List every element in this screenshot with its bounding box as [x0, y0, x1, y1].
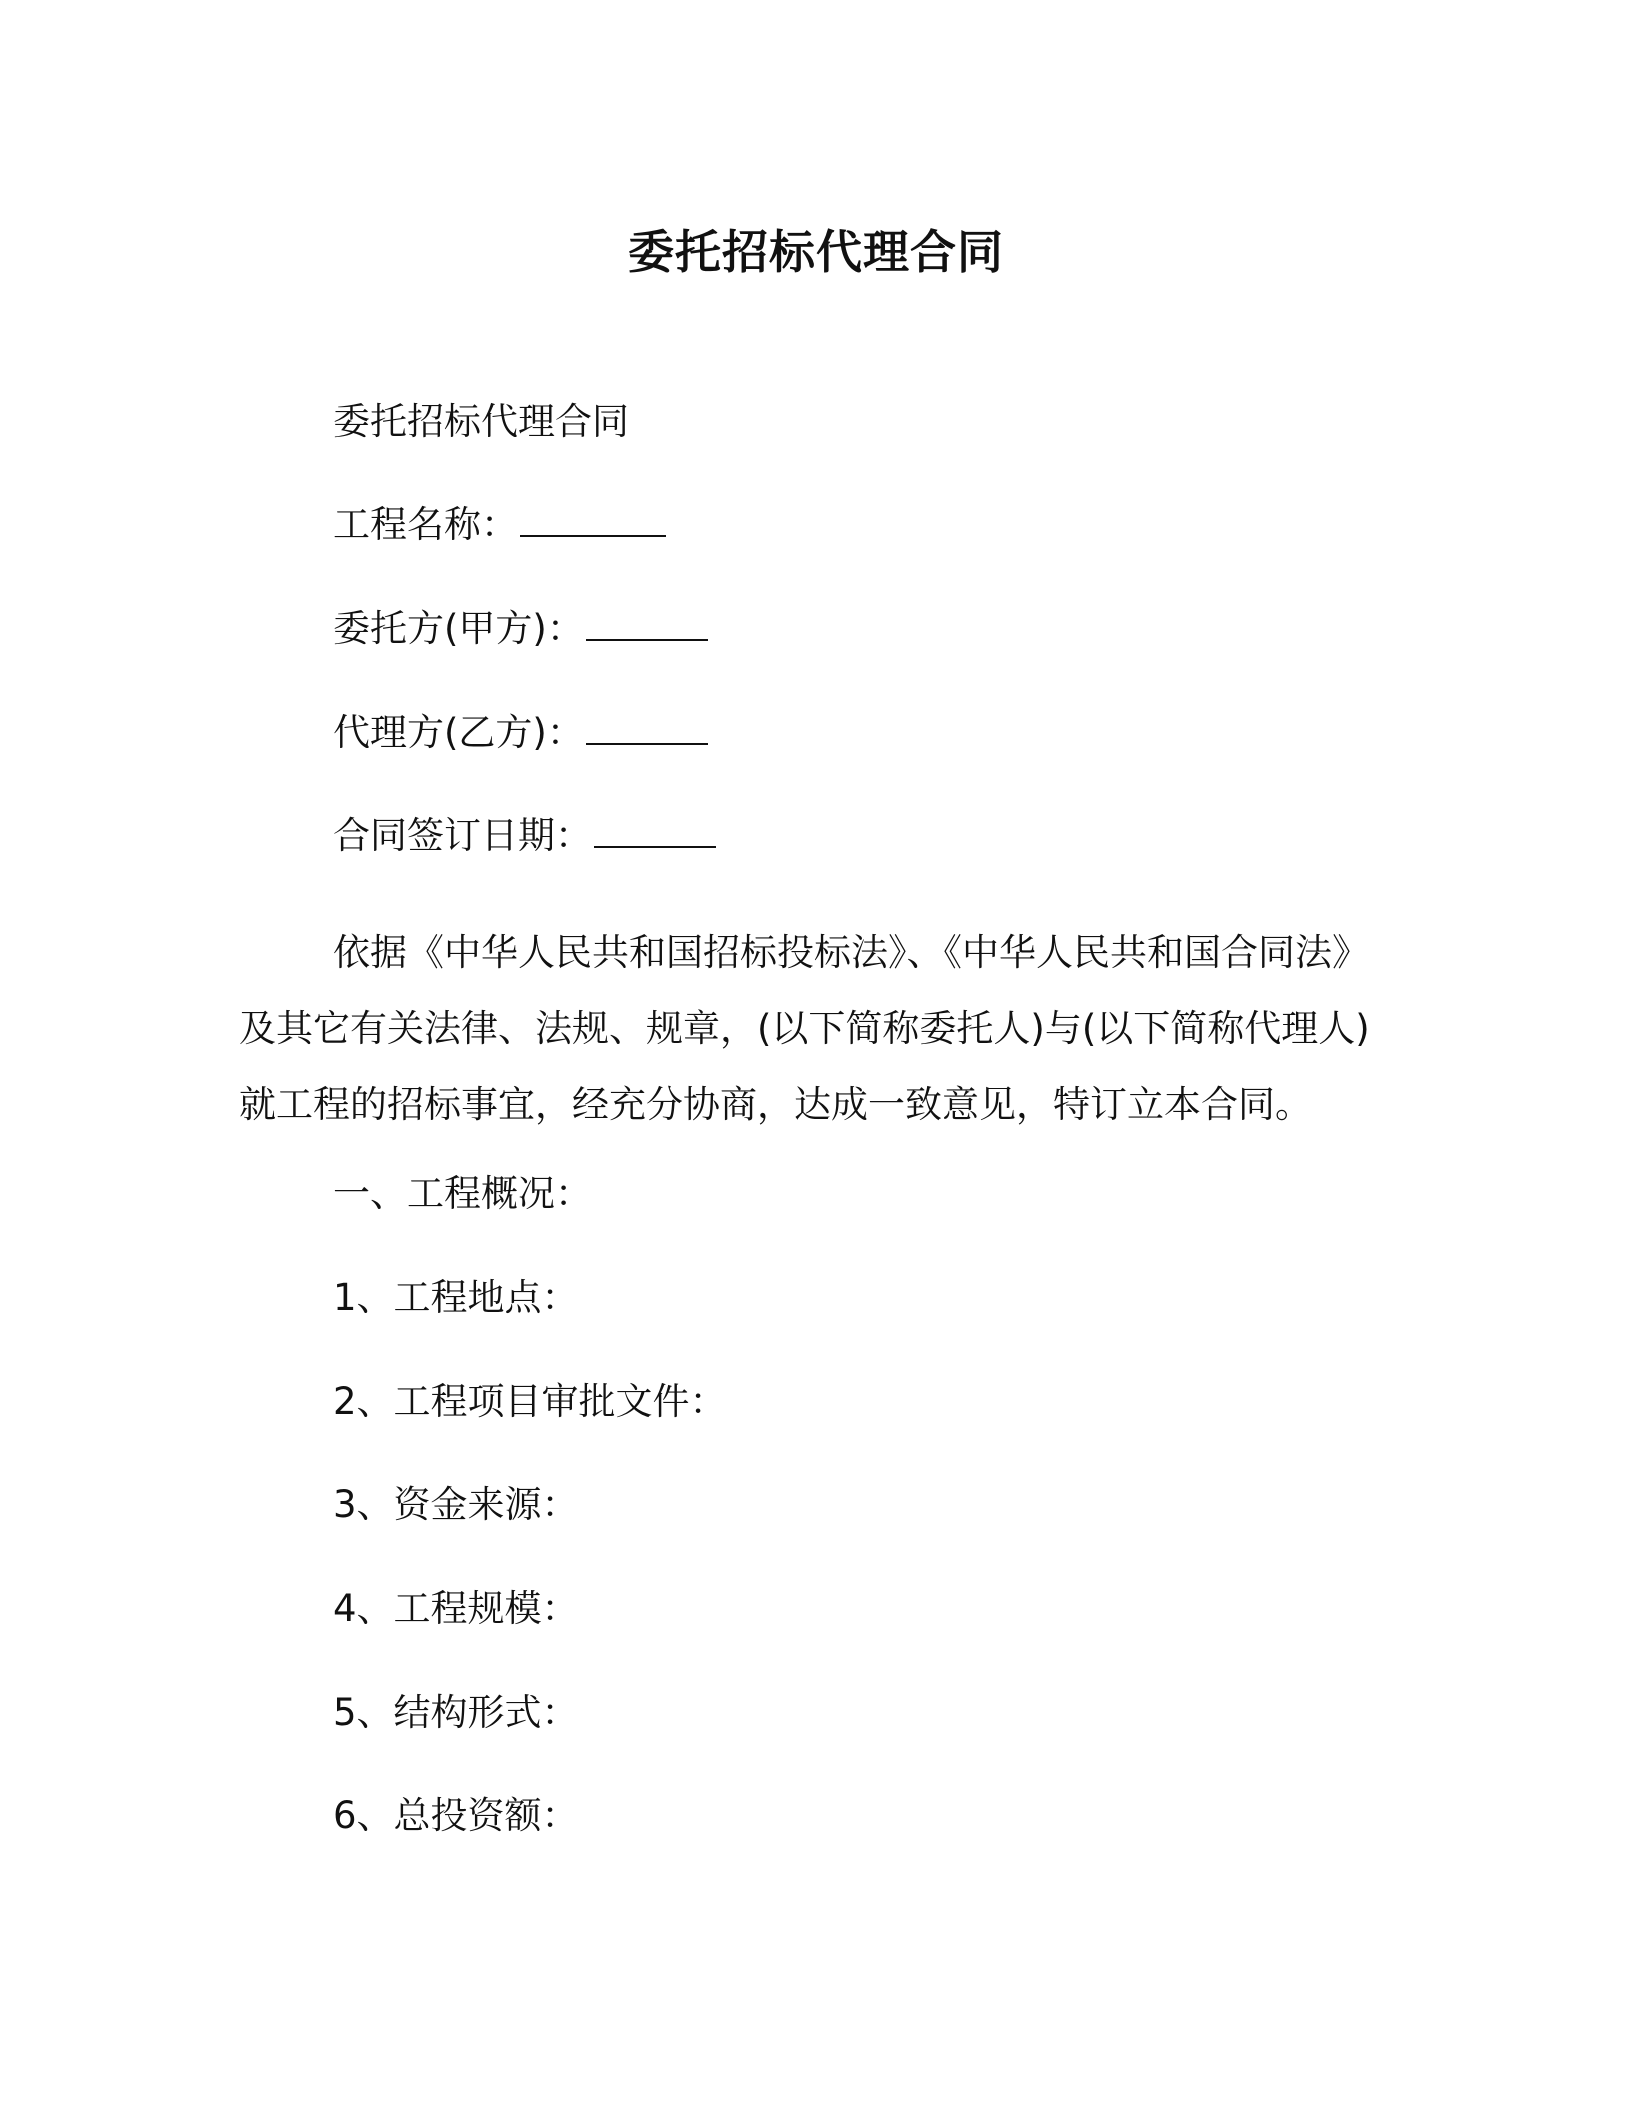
fill-in-blank	[586, 605, 708, 641]
field-project-name	[333, 500, 666, 550]
field-signing-date	[333, 811, 716, 861]
field-label: 代理方(乙方)：	[333, 711, 584, 754]
document-title: 委托招标代理合同	[628, 225, 1004, 279]
fill-in-blank	[520, 501, 666, 537]
field-client-party-a	[333, 604, 708, 654]
document-subtitle: 委托招标代理合同	[333, 400, 629, 443]
list-item: 4、工程规模：	[333, 1587, 579, 1630]
preamble-line: 就工程的招标事宜，经充分协商，达成一致意见，特订立本合同。	[239, 1083, 1312, 1126]
list-item: 2、工程项目审批文件：	[333, 1380, 727, 1423]
fill-in-blank	[594, 812, 716, 848]
list-item: 6、总投资额：	[333, 1794, 579, 1837]
fill-in-blank	[586, 709, 708, 745]
list-item: 5、结构形式：	[333, 1691, 579, 1734]
section-heading: 一、工程概况：	[333, 1172, 592, 1215]
field-label: 合同签订日期：	[333, 814, 592, 857]
preamble-line: 及其它有关法律、法规、规章，(以下简称委托人)与(以下简称代理人)	[239, 1007, 1370, 1050]
field-label: 工程名称：	[333, 503, 518, 546]
field-label: 委托方(甲方)：	[333, 607, 584, 650]
field-agent-party-b	[333, 708, 708, 758]
preamble-line: 依据《中华人民共和国招标投标法》、《中华人民共和国合同法》	[333, 931, 1369, 974]
list-item: 1、工程地点：	[333, 1276, 579, 1319]
list-item: 3、资金来源：	[333, 1483, 579, 1526]
preamble-paragraph	[239, 915, 1399, 1143]
